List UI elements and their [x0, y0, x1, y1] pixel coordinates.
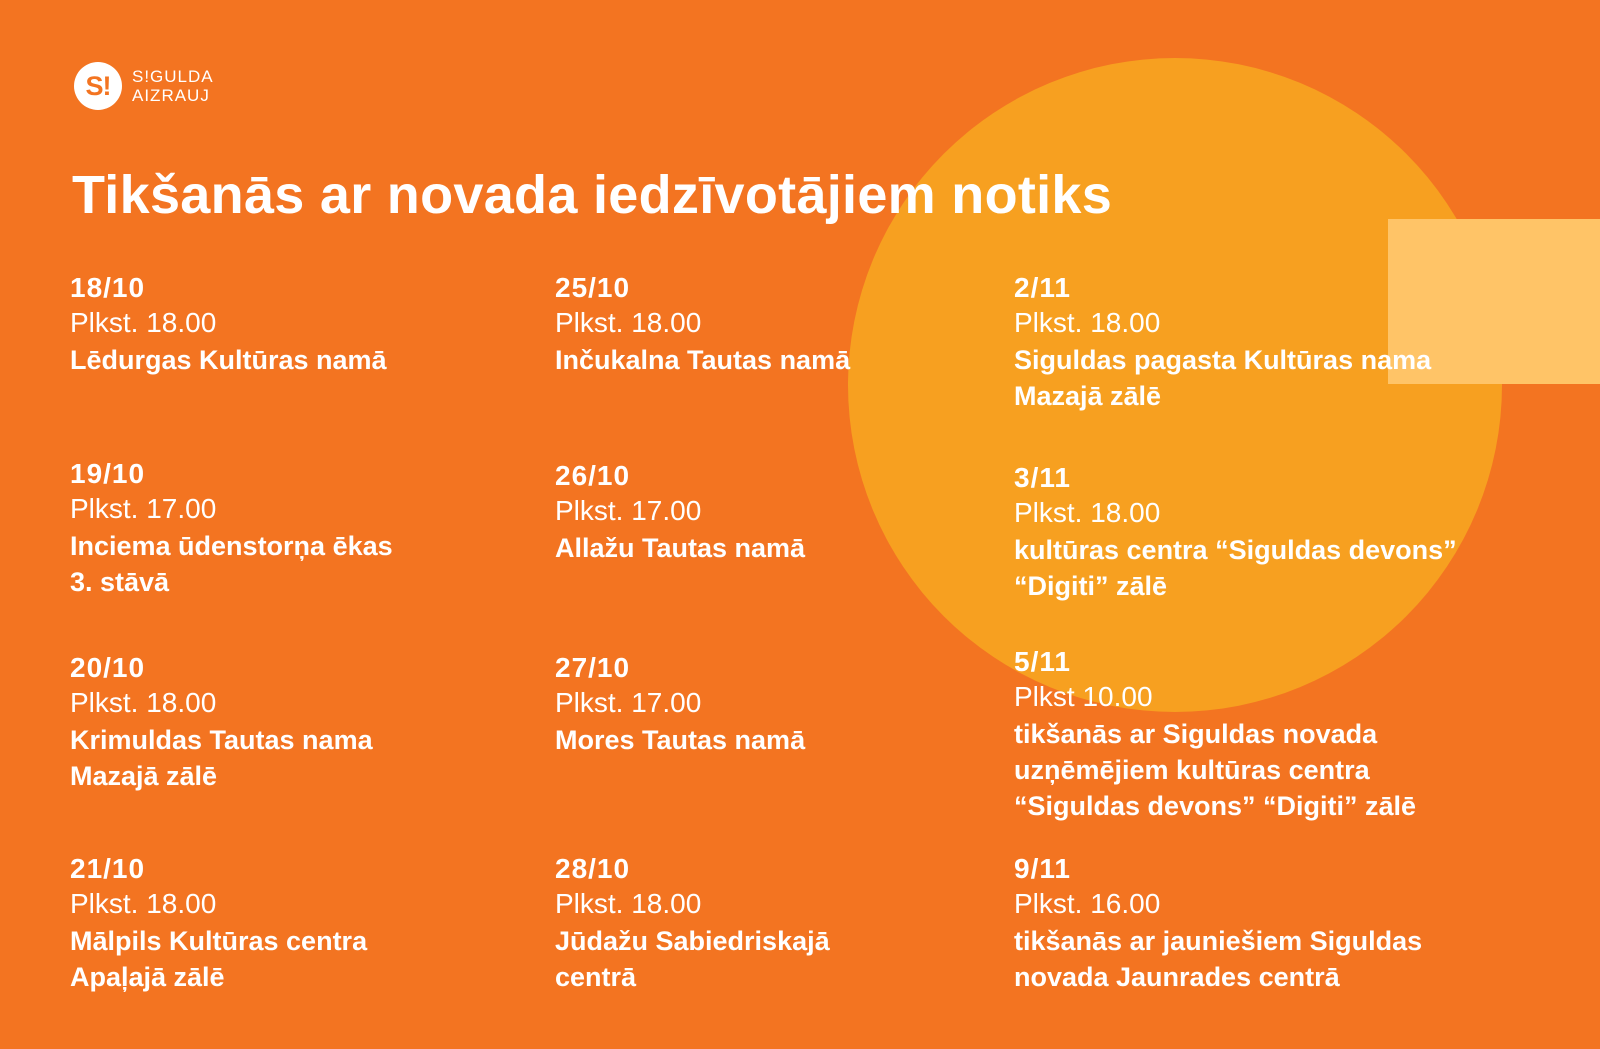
event-time: Plkst. 18.00: [70, 687, 217, 718]
event-item: [70, 650, 373, 794]
event-place: [1014, 342, 1431, 414]
event-item: [1014, 851, 1422, 995]
event-place: [70, 923, 367, 995]
event-place-line: Mores Tautas namā: [555, 725, 806, 755]
event-date: 20/10: [70, 652, 146, 683]
event-item: [70, 851, 367, 995]
event-place-line: uzņēmējiem kultūras centra: [1014, 755, 1370, 785]
event-place: [70, 722, 373, 794]
event-place-line: Mālpils Kultūras centra: [70, 926, 368, 956]
event-item: [555, 270, 850, 378]
event-date: 2/11: [1014, 272, 1071, 303]
event-place: [555, 923, 830, 995]
event-item: [70, 270, 387, 378]
event-place-line: novada Jaunrades centrā: [1014, 962, 1340, 992]
event-place: [1014, 923, 1422, 995]
event-place: [70, 528, 393, 600]
event-time: Plkst. 18.00: [70, 307, 217, 338]
event-place-line: Siguldas pagasta Kultūras nama: [1014, 345, 1432, 375]
event-time: Plkst. 17.00: [70, 493, 217, 524]
event-place-line: “Siguldas devons” “Digiti” zālē: [1014, 791, 1417, 821]
event-place-line: Allažu Tautas namā: [555, 533, 806, 563]
event-item: [1014, 270, 1431, 414]
event-place-line: Mazajā zālē: [70, 761, 218, 791]
event-time: Plkst. 18.00: [555, 307, 702, 338]
logo-mark: S!: [74, 62, 122, 110]
event-date: 26/10: [555, 460, 631, 491]
event-place-line: centrā: [555, 962, 637, 992]
event-date: 5/11: [1014, 646, 1071, 677]
event-time: Plkst. 17.00: [555, 687, 702, 718]
event-date: 3/11: [1014, 462, 1071, 493]
page-title: Tikšanās ar novada iedzīvotājiem notiks: [72, 165, 1113, 225]
event-item: [1014, 644, 1416, 824]
event-place-line: Krimuldas Tautas nama: [70, 725, 373, 755]
event-place-line: Inciema ūdenstorņa ēkas: [70, 531, 393, 561]
event-date: 9/11: [1014, 853, 1071, 884]
event-place: [555, 530, 805, 566]
event-place-line: tikšanās ar Siguldas novada: [1014, 719, 1378, 749]
event-item: [555, 650, 805, 758]
event-time: Plkst. 17.00: [555, 495, 702, 526]
event-place-line: Mazajā zālē: [1014, 381, 1162, 411]
event-place: [555, 342, 850, 378]
event-item: [555, 851, 830, 995]
event-time: Plkst. 16.00: [1014, 888, 1161, 919]
event-place-line: “Digiti” zālē: [1014, 571, 1168, 601]
event-place-line: Lēdurgas Kultūras namā: [70, 345, 387, 375]
event-item: [1014, 460, 1457, 604]
logo-line-1: S!GULDA: [132, 67, 214, 86]
event-place-line: Apaļajā zālē: [70, 962, 225, 992]
event-date: 28/10: [555, 853, 631, 884]
event-date: 21/10: [70, 853, 146, 884]
logo: [74, 62, 214, 110]
event-date: 18/10: [70, 272, 146, 303]
logo-line-2: AIZRAUJ: [132, 86, 210, 105]
event-time: Plkst. 18.00: [555, 888, 702, 919]
event-place: [70, 342, 387, 378]
event-item: [555, 458, 805, 566]
event-date: 25/10: [555, 272, 631, 303]
event-place: [1014, 716, 1416, 824]
event-date: 19/10: [70, 458, 146, 489]
event-place-line: Inčukalna Tautas namā: [555, 345, 851, 375]
event-place: [1014, 532, 1457, 604]
event-item: [70, 456, 393, 600]
event-place-line: 3. stāvā: [70, 567, 170, 597]
event-time: Plkst. 18.00: [1014, 307, 1161, 338]
event-place: [555, 722, 805, 758]
event-time: Plkst 10.00: [1014, 681, 1153, 712]
event-place-line: Jūdažu Sabiedriskajā: [555, 926, 830, 956]
event-time: Plkst. 18.00: [1014, 497, 1161, 528]
event-place-line: kultūras centra “Siguldas devons”: [1014, 535, 1457, 565]
event-place-line: tikšanās ar jauniešiem Siguldas: [1014, 926, 1423, 956]
logo-text: [132, 67, 214, 105]
event-date: 27/10: [555, 652, 631, 683]
event-time: Plkst. 18.00: [70, 888, 217, 919]
